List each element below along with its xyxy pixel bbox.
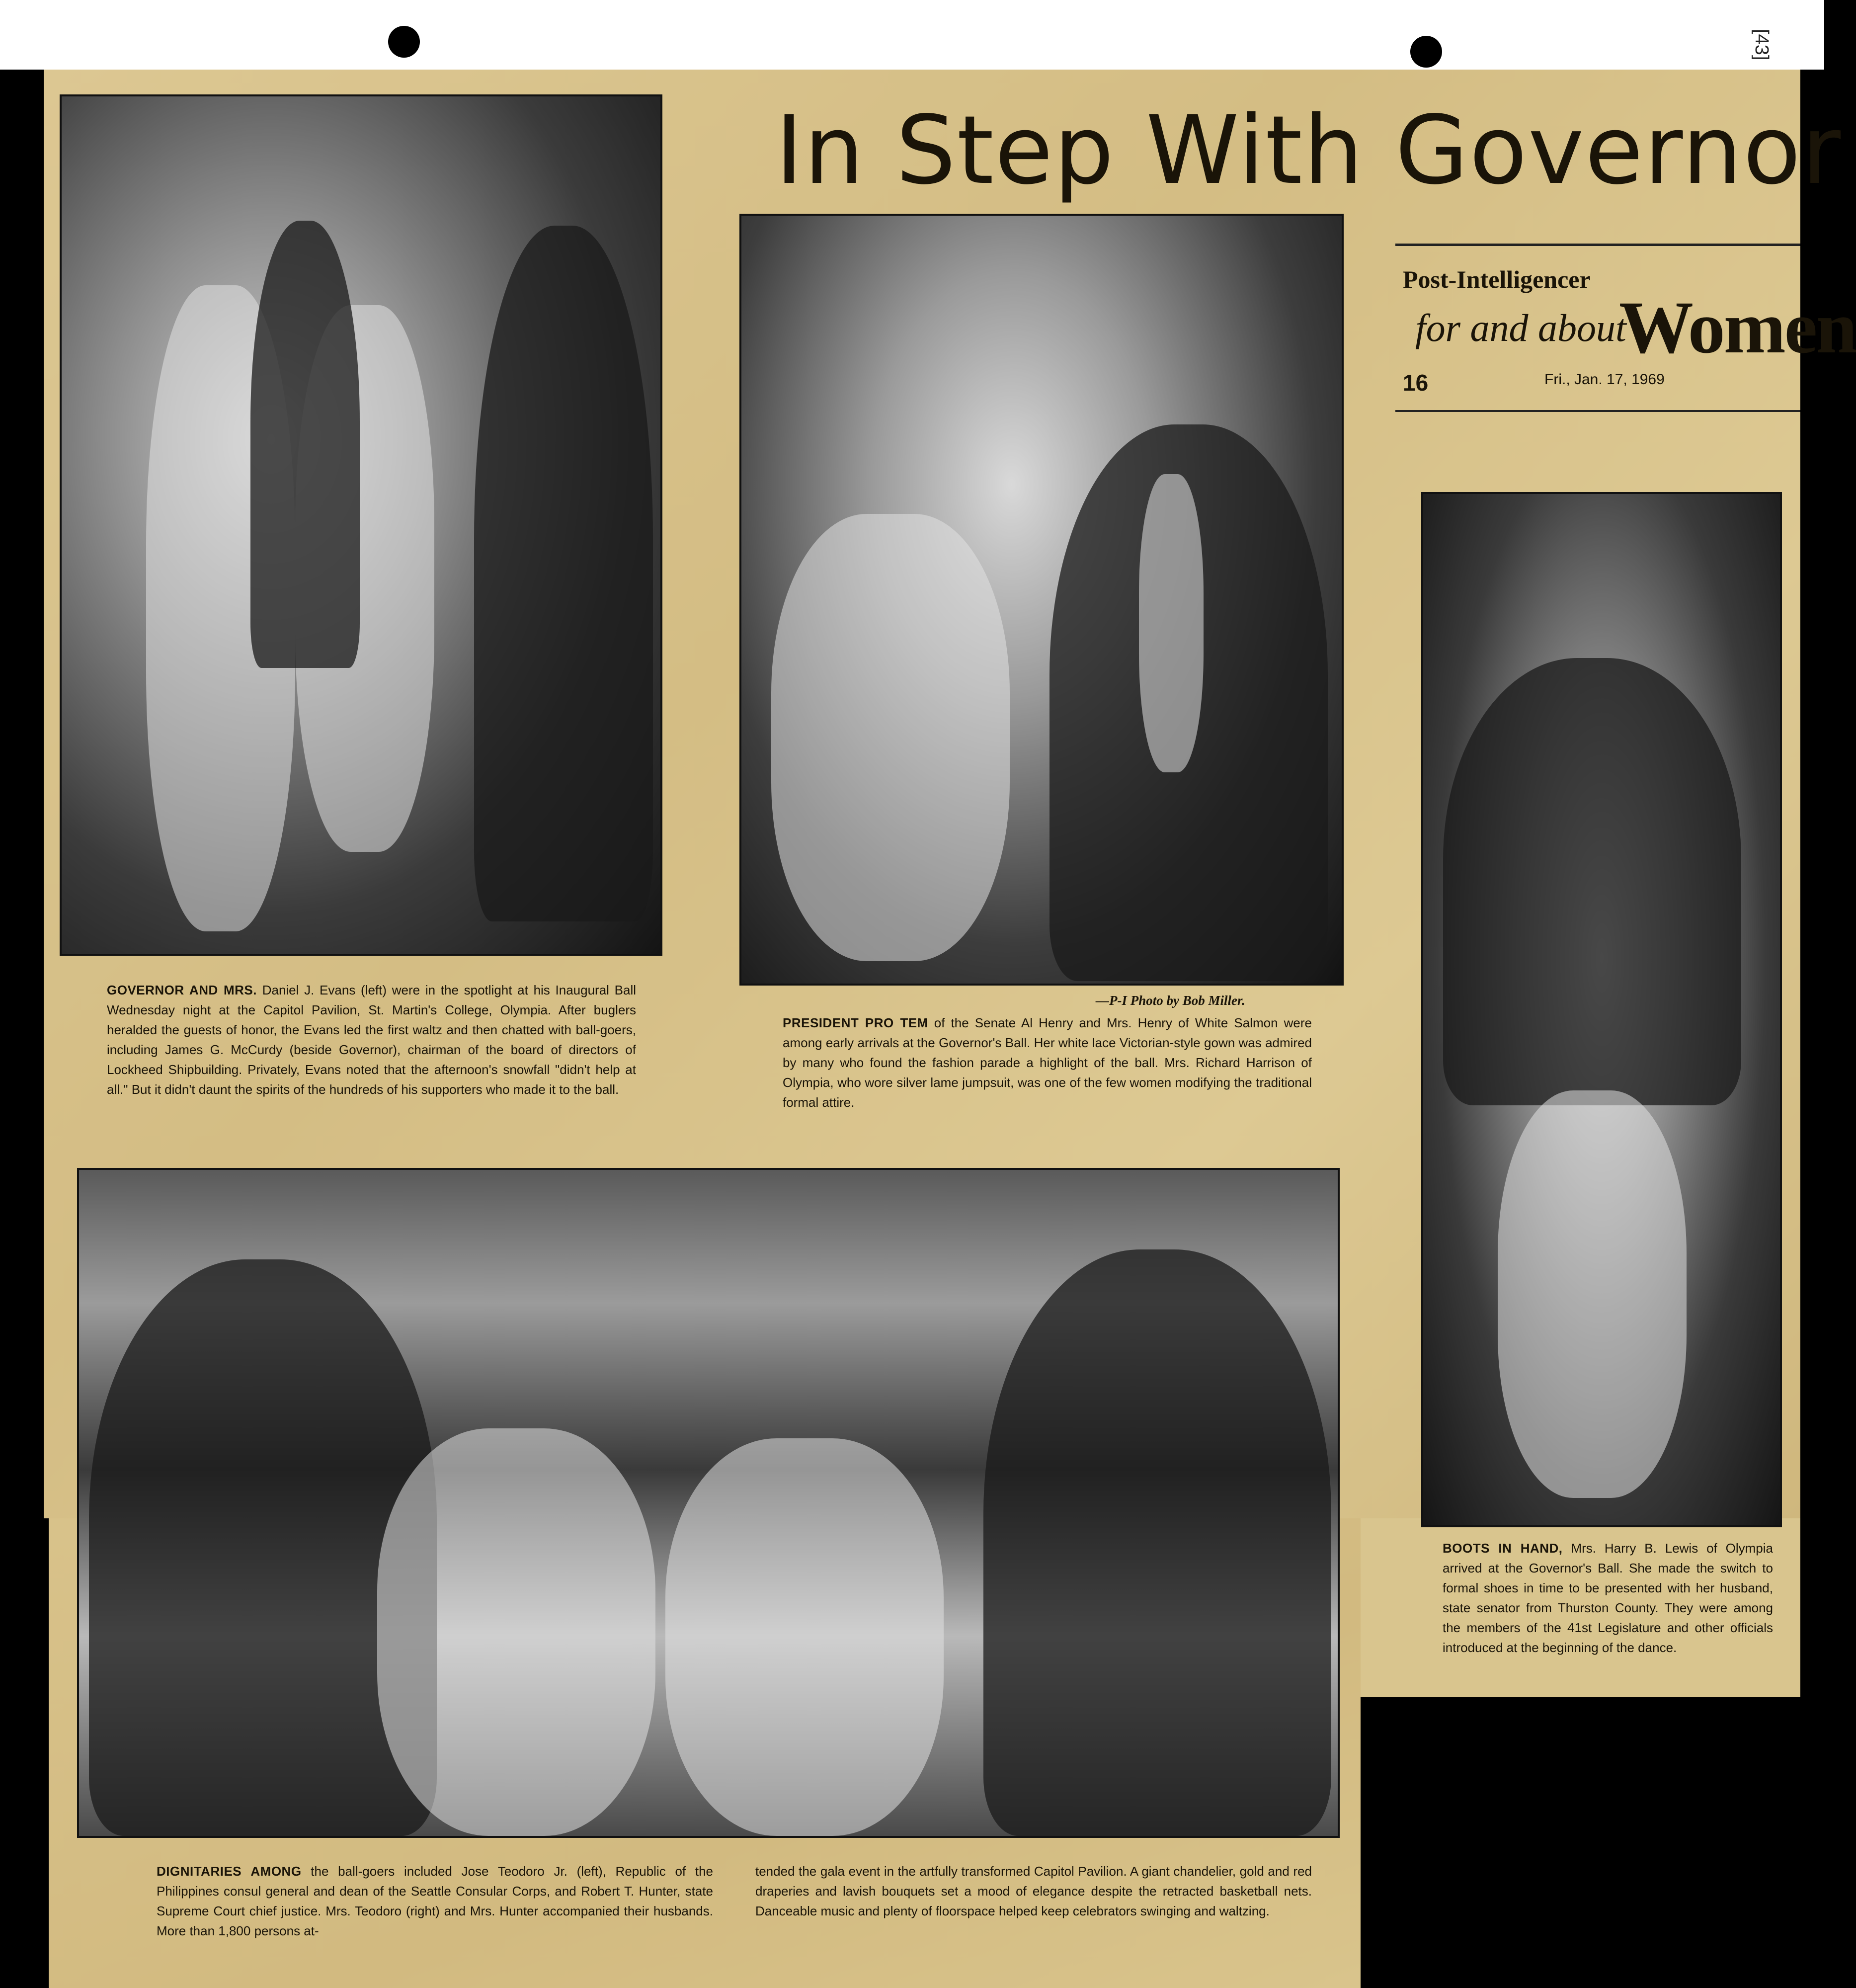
masthead: [1395, 244, 1856, 412]
photo-boots-in-hand: [1421, 492, 1782, 1527]
photo-credit: —P-I Photo by Bob Miller.: [1096, 993, 1245, 1008]
caption-lead: BOOTS IN HAND,: [1443, 1541, 1563, 1556]
caption-body: Mrs. Harry B. Lewis of Olympia arrived at the Governor's Ball. She made the switch to formal shoes in time to be presented with her husband, state senator from Thurston County. They were among the members of the 41st Legislature and other officials introduced at the beginning of the dance.: [1443, 1541, 1773, 1655]
photo-president-pro-tem: [739, 214, 1344, 986]
scan-background: [1361, 1697, 1824, 1988]
caption-president-pro-tem: [783, 1013, 1312, 1112]
caption-lead: DIGNITARIES AMONG: [157, 1864, 302, 1879]
masthead-paper-name: Post-Intelligencer: [1403, 265, 1591, 293]
scan-top-margin: [0, 0, 1824, 70]
photo-governor-dance: [60, 94, 662, 956]
photo-dignitaries: [77, 1168, 1340, 1838]
binder-hole-right: [1410, 36, 1442, 68]
caption-dignitaries-right: tended the gala event in the artfully transformed Capitol Pavilion. A giant chandelier, gold and red draperies and lavish bouquets set a mood of elegance despite the retracted basketball nets. Danceable music and plenty of floorspace helped keep celebrators swinging and waltzing.: [755, 1864, 1312, 1918]
archive-page-note: [43]: [1751, 29, 1772, 61]
binder-hole-left: [388, 26, 420, 58]
caption-body: Daniel J. Evans (left) were in the spotlight at his Inaugural Ball Wednesday night at the Capitol Pavilion, St. Martin's College, Olympia. After buglers heralded the guests of honor, the Evans led the first waltz and then chatted with ball-goers, including James G. McCurdy (beside Governor), chairman of the board of directors of Lockheed Shipbuilding. Privately, Evans noted that the afternoon's snowfall "didn't help at all." But it didn't daunt the spirits of the hundreds of his supporters who made it to the ball.: [107, 983, 637, 1097]
caption-dignitaries-left: [157, 1861, 713, 1941]
masthead-for-and-about: for and about: [1415, 306, 1626, 349]
headline: In Step With Governor: [775, 95, 1842, 205]
masthead-women: Women: [1619, 286, 1856, 369]
caption-lead: PRESIDENT PRO TEM: [783, 1015, 928, 1030]
page-number: 16: [1403, 370, 1429, 396]
issue-date: Fri., Jan. 17, 1969: [1544, 371, 1665, 388]
caption-body: of the Senate Al Henry and Mrs. Henry of White Salmon were among early arrivals at the Governor's Ball. Her white lace Victorian-style gown was admired by many who found the fashion parade a highlight of the ball. Mrs. Richard Harrison of Olympia, who wore silver lame jumpsuit, was one of the few women modifying the traditional formal attire.: [783, 1015, 1312, 1110]
caption-lead: GOVERNOR AND MRS.: [107, 983, 257, 997]
caption-governor: [107, 980, 636, 1099]
caption-body: the ball-goers included Jose Teodoro Jr. (left), Republic of the Philippines consul general and dean of the Seattle Consular Corps, and Robert T. Hunter, state Supreme Court chief justice. Mrs. Teodoro (right) and Mrs. Hunter accompanied their husbands. More than 1,800 persons at-: [157, 1864, 713, 1938]
caption-boots-in-hand: [1443, 1538, 1773, 1657]
